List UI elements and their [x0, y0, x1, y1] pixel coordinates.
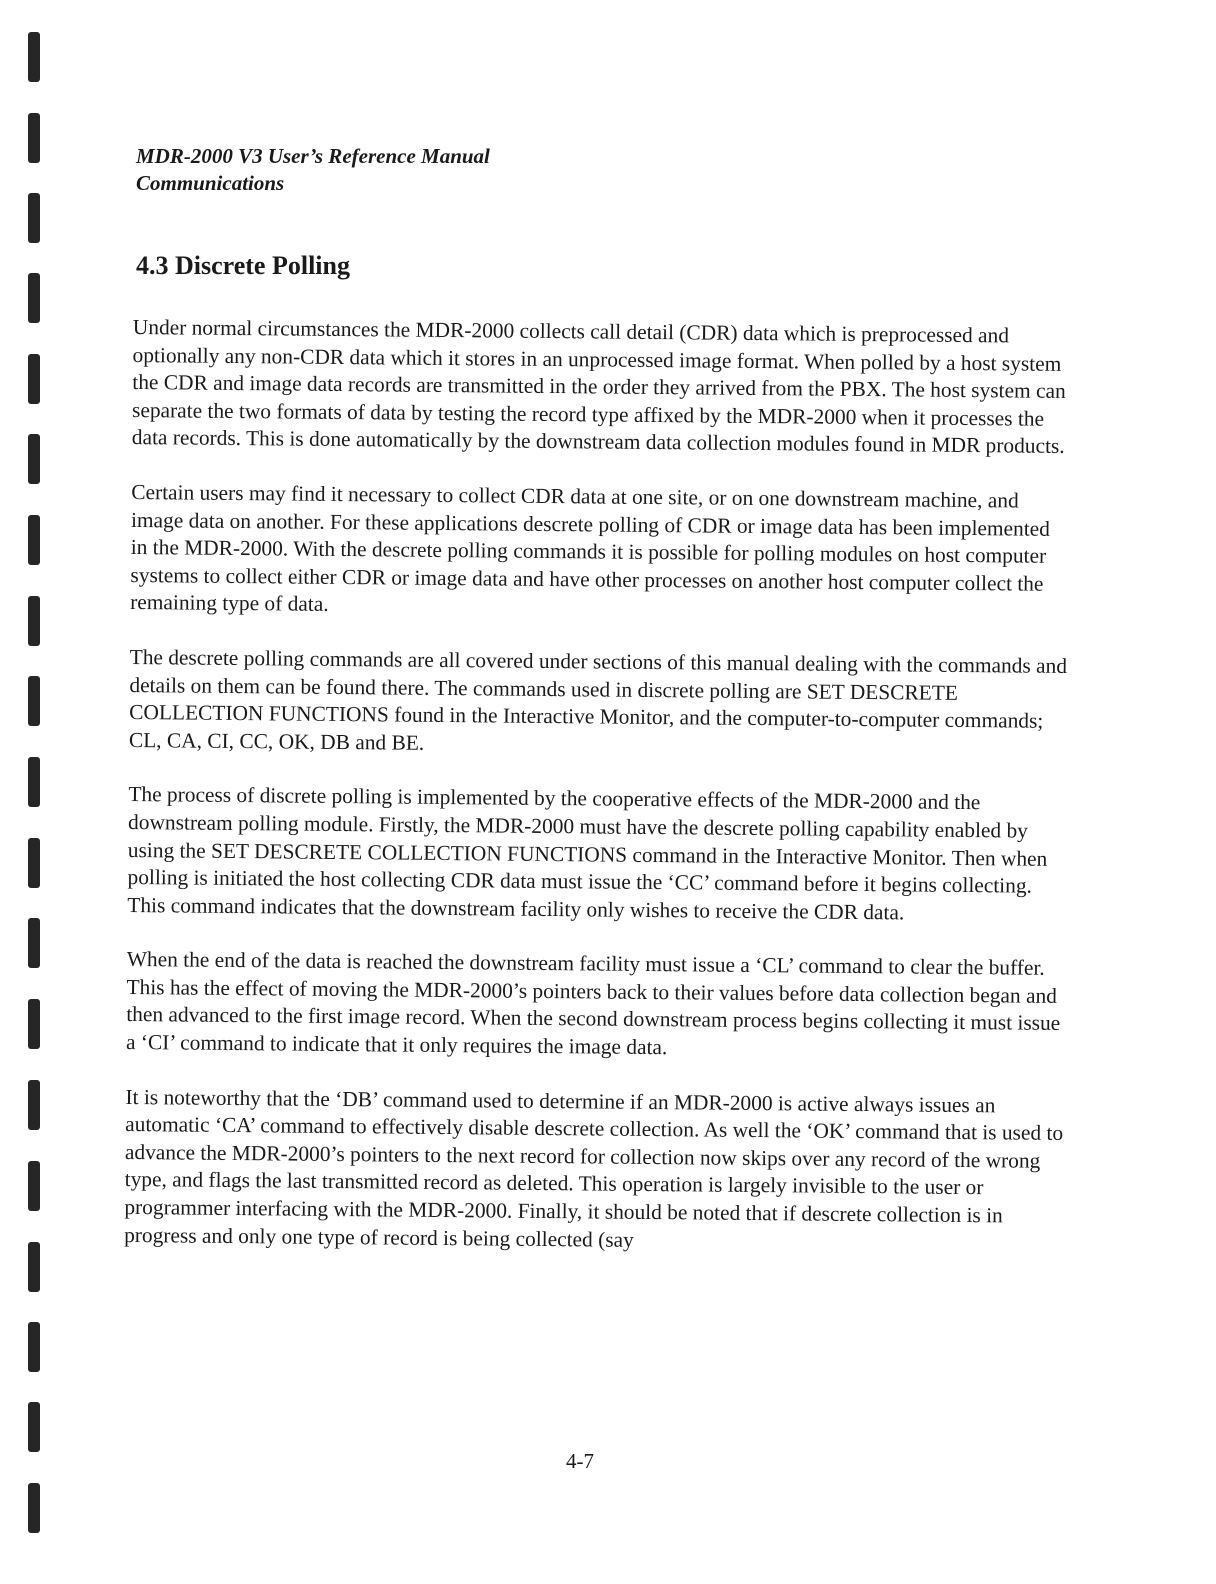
- binding-hole: [28, 1483, 40, 1533]
- binding-hole: [28, 999, 40, 1049]
- section-title: 4.3 Discrete Polling: [136, 251, 350, 280]
- binding-hole: [28, 1080, 40, 1130]
- binding-hole: [28, 918, 40, 968]
- paragraph: It is noteworthy that the ‘DB’ command used to determine if an MDR-2000 is active always issues an automatic ‘CA’ command to effectively disable descrete collection. As well the ‘OK’ command that is used to advance the MDR-2000’s pointers to the next record for collection now skips over any record of the wrong type, and flags the last transmitted record as deleted. This operation is largely invisible to the user or programmer interfacing with the MDR-2000. Finally, it should be noted that if descrete collection is in progress and only one type of record is being collected (say: [124, 1084, 1064, 1252]
- binding-hole: [28, 1402, 40, 1452]
- binding-hole: [28, 515, 40, 565]
- page-number: 4-7: [566, 1449, 594, 1473]
- running-header: [136, 143, 490, 197]
- binding-hole: [28, 838, 40, 888]
- binding-holes: [28, 0, 42, 1584]
- manual-title: MDR-2000 V3 User’s Reference Manual: [136, 144, 490, 168]
- binding-hole: [28, 596, 40, 646]
- binding-hole: [28, 676, 40, 726]
- binding-hole: [28, 32, 40, 82]
- paragraph: The process of discrete polling is implemented by the cooperative effects of the MDR-2000 and the downstream polling module. Firstly, the MDR-2000 must have the descrete polling capability enabled by using the SET DESCRETE COLLECTION FUNCTIONS command in the Interactive Monitor. Then when polling is initiated the host collecting CDR data must issue the ‘CC’ command before it begins collecting. This command indicates that the downstream facility only wishes to receive the CDR data.: [127, 782, 1048, 925]
- binding-hole: [28, 354, 40, 404]
- binding-hole: [28, 1242, 40, 1292]
- paragraph: Under normal circumstances the MDR-2000 collects call detail (CDR) data which is preprocessed and optionally any non-CDR data which it stores in an unprocessed image format. When polled by a host system the CDR and image data records are transmitted in the order they arrived from the PBX. The host system can separate the two formats of data by testing the record type affixed by the MDR-2000 when it processes the data records. This is done automatically by the downstream data collection modules found in MDR products.: [131, 314, 1066, 459]
- binding-hole: [28, 193, 40, 243]
- paragraph: Certain users may find it necessary to collect CDR data at one site, or on one downstream machine, and image data on another. For these applications descrete polling of CDR or image data has been implemented in the MDR-2000. With the descrete polling commands it is possible for polling modules on host computer systems to collect either CDR or image data and have other processes on another host computer collect the remaining type of data.: [130, 479, 1051, 617]
- binding-hole: [28, 1322, 40, 1372]
- binding-hole: [28, 273, 40, 323]
- binding-hole: [28, 434, 40, 484]
- binding-hole: [28, 757, 40, 807]
- paragraph: The descrete polling commands are all covered under sections of this manual dealing with the commands and details on them can be found there. The commands used in discrete polling are SET DESCRETE COLLECTION FUNCTIONS found in the Interactive Monitor, and the computer-to-computer commands; CL, CA, CI, CC, OK, DB and BE.: [128, 644, 1068, 755]
- paragraph: When the end of the data is reached the downstream facility must issue a ‘CL’ command to clear the buffer. This has the effect of moving the MDR-2000’s pointers back to their values before data collection began and then advanced to the first image record. When the second downstream process begins collecting it must issue a ‘CI’ command to indicate that it only requires the image data.: [125, 947, 1061, 1060]
- body-text: [124, 314, 1071, 1285]
- binding-hole: [28, 113, 40, 163]
- chapter-title: Communications: [136, 171, 285, 195]
- binding-hole: [28, 1161, 40, 1211]
